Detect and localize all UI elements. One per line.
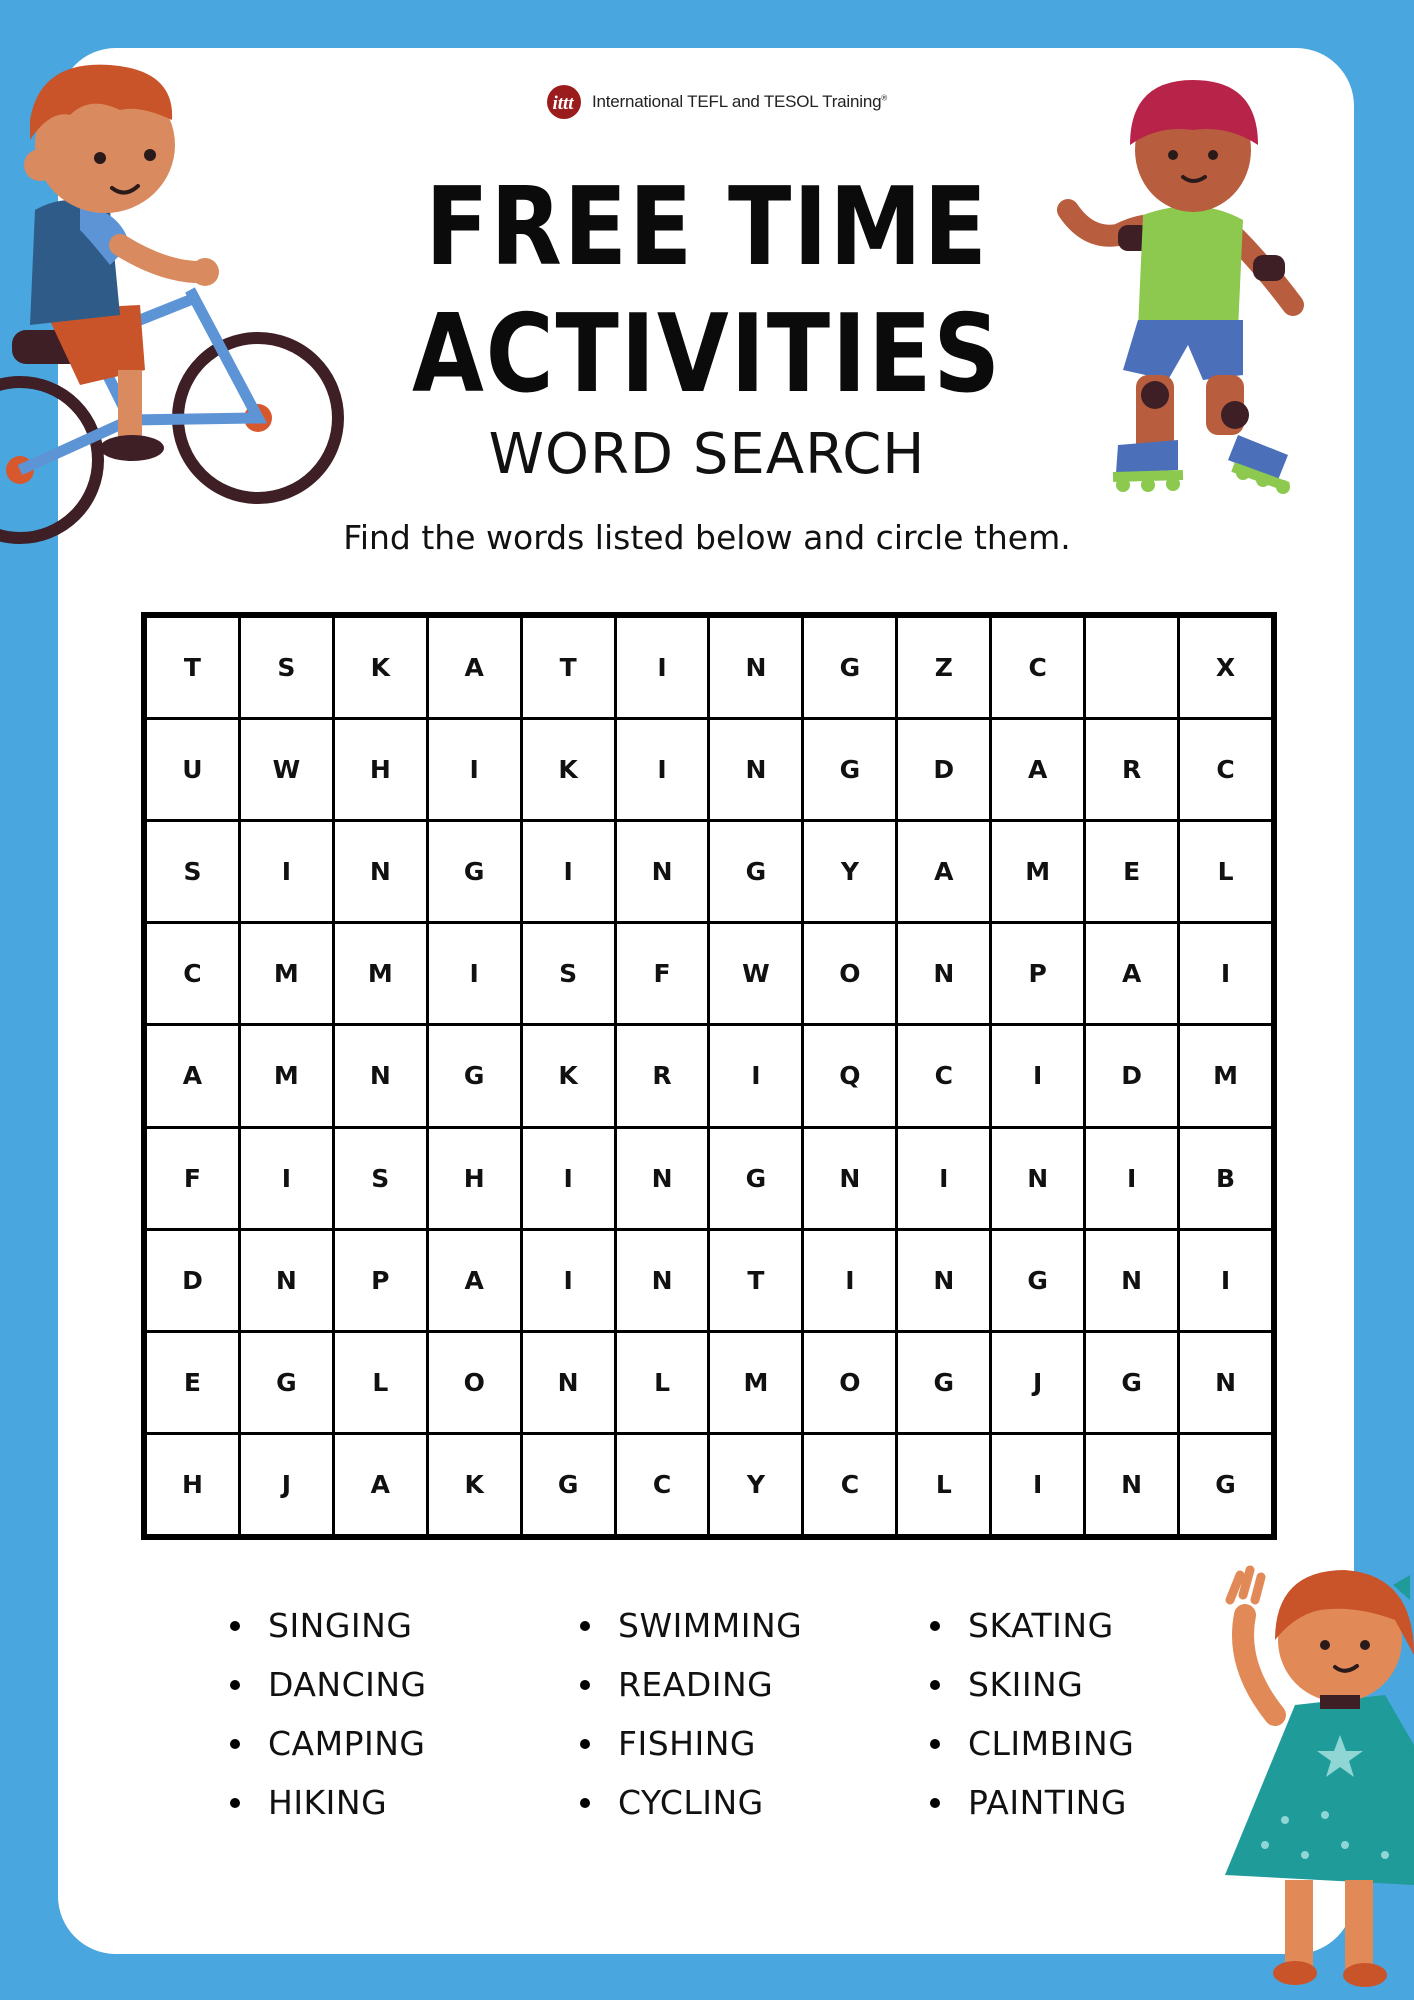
grid-cell[interactable]: O xyxy=(804,1333,895,1432)
word-search-grid[interactable] xyxy=(141,612,1277,1540)
grid-cell[interactable]: D xyxy=(898,720,989,819)
grid-cell[interactable]: N xyxy=(804,1129,895,1228)
grid-cell[interactable]: C xyxy=(898,1026,989,1125)
grid-cell[interactable]: I xyxy=(523,822,614,921)
grid-cell[interactable]: B xyxy=(1180,1129,1271,1228)
grid-cell[interactable]: A xyxy=(1086,924,1177,1023)
grid-cell[interactable]: P xyxy=(335,1231,426,1330)
grid-cell[interactable]: G xyxy=(1086,1333,1177,1432)
grid-cell[interactable]: I xyxy=(1180,924,1271,1023)
grid-cell[interactable]: G xyxy=(1180,1435,1271,1534)
grid-cell[interactable]: I xyxy=(241,822,332,921)
grid-cell[interactable]: N xyxy=(335,1026,426,1125)
grid-cell[interactable]: W xyxy=(710,924,801,1023)
boy-cycling-illustration xyxy=(0,40,350,560)
grid-cell[interactable]: M xyxy=(335,924,426,1023)
grid-cell[interactable]: N xyxy=(617,1231,708,1330)
brand-name-text: International TEFL and TESOL Training xyxy=(592,92,882,111)
grid-cell[interactable]: N xyxy=(710,618,801,717)
grid-cell[interactable]: H xyxy=(335,720,426,819)
subtitle: WORD SEARCH xyxy=(488,422,926,487)
grid-cell[interactable]: N xyxy=(335,822,426,921)
grid-cell[interactable]: N xyxy=(241,1231,332,1330)
grid-cell[interactable]: M xyxy=(710,1333,801,1432)
grid-cell[interactable]: N xyxy=(523,1333,614,1432)
grid-cell[interactable]: Y xyxy=(804,822,895,921)
grid-cell[interactable]: K xyxy=(429,1435,520,1534)
grid-cell[interactable]: H xyxy=(429,1129,520,1228)
grid-cell[interactable]: A xyxy=(147,1026,238,1125)
grid-cell[interactable]: I xyxy=(429,720,520,819)
grid-cell[interactable]: G xyxy=(429,822,520,921)
grid-cell[interactable]: M xyxy=(1180,1026,1271,1125)
grid-cell[interactable]: M xyxy=(992,822,1083,921)
grid-cell[interactable]: E xyxy=(1086,822,1177,921)
brand-logo xyxy=(540,82,887,122)
grid-cell[interactable]: N xyxy=(710,720,801,819)
grid-cell[interactable]: I xyxy=(523,1231,614,1330)
word-list-item: CYCLING xyxy=(580,1773,930,1832)
grid-cell[interactable]: G xyxy=(710,822,801,921)
grid-cell[interactable]: L xyxy=(898,1435,989,1534)
grid-cell[interactable]: O xyxy=(804,924,895,1023)
grid-cell[interactable]: T xyxy=(710,1231,801,1330)
grid-cell[interactable]: I xyxy=(617,618,708,717)
grid-cell[interactable]: M xyxy=(241,924,332,1023)
word-list-item: SKATING xyxy=(930,1596,1280,1655)
grid-cell[interactable]: S xyxy=(241,618,332,717)
word-list-item: PAINTING xyxy=(930,1773,1280,1832)
grid-cell[interactable]: G xyxy=(429,1026,520,1125)
grid-cell[interactable]: N xyxy=(898,924,989,1023)
grid-cell[interactable]: Y xyxy=(710,1435,801,1534)
grid-cell[interactable]: I xyxy=(429,924,520,1023)
grid-cell[interactable]: L xyxy=(617,1333,708,1432)
grid-cell[interactable]: P xyxy=(992,924,1083,1023)
word-list-item: CLIMBING xyxy=(930,1714,1280,1773)
grid-cell[interactable]: D xyxy=(1086,1026,1177,1125)
grid-cell[interactable]: C xyxy=(617,1435,708,1534)
word-list-item: FISHING xyxy=(580,1714,930,1773)
girl-waving-illustration xyxy=(1225,1545,1414,2000)
grid-cell[interactable]: C xyxy=(804,1435,895,1534)
grid-cell[interactable]: A xyxy=(898,822,989,921)
grid-cell[interactable]: A xyxy=(992,720,1083,819)
word-list-item: SINGING xyxy=(230,1596,580,1655)
grid-cell[interactable] xyxy=(1086,618,1177,717)
grid-cell[interactable]: S xyxy=(335,1129,426,1228)
grid-cell[interactable]: U xyxy=(147,720,238,819)
grid-cell[interactable]: R xyxy=(1086,720,1177,819)
grid-cell[interactable]: T xyxy=(147,618,238,717)
grid-cell[interactable]: I xyxy=(523,1129,614,1228)
grid-cell[interactable]: C xyxy=(147,924,238,1023)
grid-cell[interactable]: N xyxy=(617,822,708,921)
grid-cell[interactable]: K xyxy=(523,720,614,819)
brand-name xyxy=(592,92,887,112)
grid-cell[interactable]: N xyxy=(617,1129,708,1228)
word-list-column xyxy=(580,1596,930,1832)
grid-cell[interactable]: E xyxy=(147,1333,238,1432)
grid-cell[interactable]: G xyxy=(241,1333,332,1432)
grid-cell[interactable]: A xyxy=(429,618,520,717)
word-list-column xyxy=(230,1596,580,1832)
grid-cell[interactable]: N xyxy=(1086,1231,1177,1330)
grid-cell[interactable]: Q xyxy=(804,1026,895,1125)
grid-cell[interactable]: A xyxy=(335,1435,426,1534)
grid-cell[interactable]: I xyxy=(1180,1231,1271,1330)
grid-cell[interactable]: R xyxy=(617,1026,708,1125)
grid-cell[interactable]: H xyxy=(147,1435,238,1534)
word-list-item: READING xyxy=(580,1655,930,1714)
grid-cell[interactable]: N xyxy=(992,1129,1083,1228)
grid-cell[interactable]: O xyxy=(429,1333,520,1432)
grid-cell[interactable]: D xyxy=(147,1231,238,1330)
grid-cell[interactable]: T xyxy=(523,618,614,717)
grid-cell[interactable]: G xyxy=(710,1129,801,1228)
grid-cell[interactable]: G xyxy=(898,1333,989,1432)
grid-cell[interactable]: J xyxy=(241,1435,332,1534)
grid-cell[interactable]: I xyxy=(992,1435,1083,1534)
grid-cell[interactable]: N xyxy=(1180,1333,1271,1432)
grid-cell[interactable]: F xyxy=(147,1129,238,1228)
grid-cell[interactable]: I xyxy=(710,1026,801,1125)
word-list-item: HIKING xyxy=(230,1773,580,1832)
boy-skating-illustration xyxy=(1048,75,1328,505)
registered-mark: ® xyxy=(881,93,888,103)
grid-cell[interactable]: L xyxy=(1180,822,1271,921)
title-line-1: FREE TIME xyxy=(425,165,989,290)
grid-cell[interactable]: N xyxy=(898,1231,989,1330)
grid-cell[interactable]: I xyxy=(617,720,708,819)
grid-cell[interactable]: I xyxy=(241,1129,332,1228)
title-line-2: ACTIVITIES xyxy=(412,292,1002,417)
word-list xyxy=(230,1596,1280,1832)
grid-cell[interactable]: Z xyxy=(898,618,989,717)
grid-cell[interactable]: L xyxy=(335,1333,426,1432)
grid-cell[interactable]: S xyxy=(147,822,238,921)
grid-cell[interactable]: X xyxy=(1180,618,1271,717)
grid-cell[interactable]: W xyxy=(241,720,332,819)
word-list-item: SWIMMING xyxy=(580,1596,930,1655)
grid-cell[interactable]: M xyxy=(241,1026,332,1125)
grid-cell[interactable]: G xyxy=(804,720,895,819)
word-list-item: CAMPING xyxy=(230,1714,580,1773)
grid-cell[interactable]: N xyxy=(1086,1435,1177,1534)
grid-cell[interactable]: I xyxy=(1086,1129,1177,1228)
grid-cell[interactable]: I xyxy=(804,1231,895,1330)
word-list-item: DANCING xyxy=(230,1655,580,1714)
ittt-logo-icon xyxy=(540,82,586,122)
grid-cell[interactable]: F xyxy=(617,924,708,1023)
grid-cell[interactable]: K xyxy=(335,618,426,717)
grid-cell[interactable]: C xyxy=(992,618,1083,717)
grid-cell[interactable]: G xyxy=(992,1231,1083,1330)
instruction-text: Find the words listed below and circle them. xyxy=(343,518,1071,557)
word-list-item: SKIING xyxy=(930,1655,1280,1714)
grid-cell[interactable]: I xyxy=(898,1129,989,1228)
grid-cell[interactable]: A xyxy=(429,1231,520,1330)
grid-cell[interactable]: K xyxy=(523,1026,614,1125)
grid-cell[interactable]: J xyxy=(992,1333,1083,1432)
grid-cell[interactable]: I xyxy=(992,1026,1083,1125)
grid-cell[interactable]: G xyxy=(523,1435,614,1534)
grid-cell[interactable]: G xyxy=(804,618,895,717)
logo-mark-text: ittt xyxy=(552,93,574,114)
grid-cell[interactable]: C xyxy=(1180,720,1271,819)
grid-cell[interactable]: S xyxy=(523,924,614,1023)
